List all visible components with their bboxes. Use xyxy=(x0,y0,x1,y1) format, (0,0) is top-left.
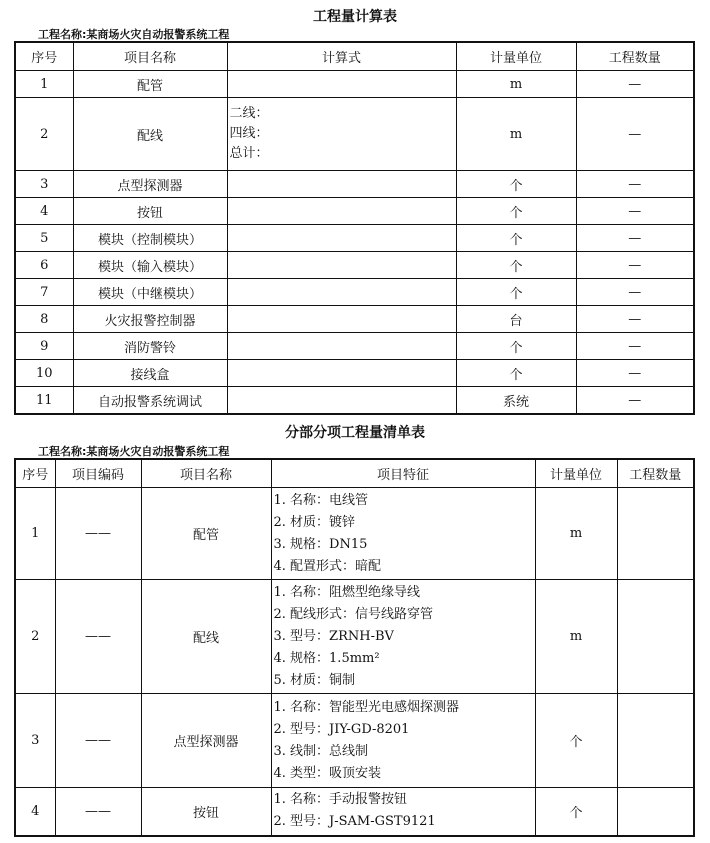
item-name: 接线盒 xyxy=(73,360,227,387)
table-row xyxy=(15,252,694,279)
formula-line: 二线： xyxy=(229,106,269,121)
formula-cell xyxy=(227,198,456,225)
unit-cell: 系统 xyxy=(456,387,576,415)
unit-cell: 个 xyxy=(456,333,576,360)
item-name: 配管 xyxy=(141,488,271,580)
bill-table-project-name: 工程名称:某商场火灾自动报警系统工程 xyxy=(38,445,230,458)
header-cell: 项目特征 xyxy=(271,459,535,488)
row-number: 9 xyxy=(15,333,73,360)
formula-cell xyxy=(227,171,456,198)
formula-cell xyxy=(227,279,456,306)
quantity-cell xyxy=(617,694,694,788)
feature-line: 1. 名称：智能型光电感烟探测器 xyxy=(273,699,460,715)
feature-line: 4. 配置形式：暗配 xyxy=(273,558,382,574)
table-row xyxy=(15,360,694,387)
row-number: 1 xyxy=(15,71,73,98)
formula-cell xyxy=(227,252,456,279)
quantity-cell: — xyxy=(576,306,694,333)
feature-line: 3. 规格：DN15 xyxy=(273,536,368,552)
table-row xyxy=(15,225,694,252)
table-row xyxy=(15,788,694,836)
header-cell: 项目编码 xyxy=(55,459,141,488)
table-row xyxy=(15,694,694,788)
feature-line: 3. 线制：总线制 xyxy=(273,743,369,759)
formula-cell xyxy=(227,71,456,98)
item-name: 火灾报警控制器 xyxy=(73,306,227,333)
table-row xyxy=(15,279,694,306)
header-cell: 项目名称 xyxy=(141,459,271,488)
item-code: —— xyxy=(55,788,141,836)
feature-line: 2. 型号：JIY-GD-8201 xyxy=(273,721,410,737)
item-code: —— xyxy=(55,488,141,580)
quantity-cell: — xyxy=(576,225,694,252)
unit-cell: m xyxy=(456,71,576,98)
row-number: 5 xyxy=(15,225,73,252)
bill-table-header-row xyxy=(15,459,694,488)
header-cell: 工程数量 xyxy=(576,42,694,71)
feature-cell xyxy=(271,788,535,836)
item-name: 点型探测器 xyxy=(141,694,271,788)
row-number: 7 xyxy=(15,279,73,306)
formula-cell xyxy=(227,306,456,333)
header-cell: 项目名称 xyxy=(73,42,227,71)
quantity-cell: — xyxy=(576,333,694,360)
header-cell: 计量单位 xyxy=(535,459,617,488)
header-cell: 计算式 xyxy=(227,42,456,71)
table-row xyxy=(15,580,694,694)
table-row xyxy=(15,488,694,580)
feature-line: 2. 配线形式：信号线路穿管 xyxy=(273,606,434,622)
formula-cell xyxy=(227,360,456,387)
row-number: 3 xyxy=(15,171,73,198)
item-name: 自动报警系统调试 xyxy=(73,387,227,415)
item-name: 点型探测器 xyxy=(73,171,227,198)
feature-line: 2. 材质：镀锌 xyxy=(273,514,356,530)
unit-cell: 个 xyxy=(456,252,576,279)
formula-cell xyxy=(227,333,456,360)
unit-cell: 个 xyxy=(535,788,617,836)
unit-cell: m xyxy=(535,488,617,580)
quantity-cell xyxy=(617,580,694,694)
feature-line: 4. 规格：1.5mm² xyxy=(273,650,380,666)
feature-cell xyxy=(271,580,535,694)
quantity-cell xyxy=(617,488,694,580)
quantity-cell: — xyxy=(576,171,694,198)
quantity-cell: — xyxy=(576,71,694,98)
quantity-cell: — xyxy=(576,279,694,306)
formula-line: 四线： xyxy=(229,126,269,141)
item-name: 模块（输入模块） xyxy=(73,252,227,279)
quantity-cell: — xyxy=(576,198,694,225)
quantity-cell: — xyxy=(576,98,694,171)
formula-cell xyxy=(227,387,456,415)
table-row xyxy=(15,98,694,171)
formula-line: 总计： xyxy=(229,146,269,161)
table-row xyxy=(15,387,694,415)
item-name: 模块（中继模块） xyxy=(73,279,227,306)
item-name: 模块（控制模块） xyxy=(73,225,227,252)
calc-table xyxy=(14,41,695,415)
table-row xyxy=(15,71,694,98)
item-name: 消防警铃 xyxy=(73,333,227,360)
header-cell: 序号 xyxy=(15,459,55,488)
row-number: 10 xyxy=(15,360,73,387)
quantity-cell xyxy=(617,788,694,836)
item-name: 配管 xyxy=(73,71,227,98)
calc-table-title: 工程量计算表 xyxy=(313,9,397,25)
calc-table-header-row xyxy=(15,42,694,71)
item-name: 按钮 xyxy=(73,198,227,225)
feature-cell xyxy=(271,488,535,580)
header-cell: 序号 xyxy=(15,42,73,71)
table-row xyxy=(15,171,694,198)
unit-cell: 个 xyxy=(456,171,576,198)
unit-cell: 个 xyxy=(456,225,576,252)
item-code: —— xyxy=(55,580,141,694)
formula-cell xyxy=(227,98,456,171)
row-number: 3 xyxy=(15,694,55,788)
feature-line: 3. 型号：ZRNH-BV xyxy=(273,628,394,644)
row-number: 1 xyxy=(15,488,55,580)
bill-table-title: 分部分项工程量清单表 xyxy=(285,425,425,441)
feature-line: 2. 型号：J-SAM-GST9121 xyxy=(273,814,436,830)
row-number: 11 xyxy=(15,387,73,415)
quantity-cell: — xyxy=(576,360,694,387)
unit-cell: 个 xyxy=(535,694,617,788)
unit-cell: 台 xyxy=(456,306,576,333)
row-number: 2 xyxy=(15,580,55,694)
formula-cell xyxy=(227,225,456,252)
feature-line: 4. 类型：吸顶安装 xyxy=(273,765,382,781)
item-name: 按钮 xyxy=(141,788,271,836)
unit-cell: 个 xyxy=(456,198,576,225)
row-number: 6 xyxy=(15,252,73,279)
quantity-cell: — xyxy=(576,252,694,279)
header-cell: 计量单位 xyxy=(456,42,576,71)
row-number: 4 xyxy=(15,788,55,836)
row-number: 2 xyxy=(15,98,73,171)
feature-line: 1. 名称：阻燃型绝缘导线 xyxy=(273,584,421,600)
item-code: —— xyxy=(55,694,141,788)
unit-cell: m xyxy=(456,98,576,171)
calc-table-project-name: 工程名称:某商场火灾自动报警系统工程 xyxy=(38,28,230,41)
item-name: 配线 xyxy=(73,98,227,171)
unit-cell: 个 xyxy=(456,360,576,387)
unit-cell: 个 xyxy=(456,279,576,306)
row-number: 4 xyxy=(15,198,73,225)
feature-line: 5. 材质：铜制 xyxy=(273,672,356,688)
bill-table xyxy=(14,458,695,837)
row-number: 8 xyxy=(15,306,73,333)
table-row xyxy=(15,306,694,333)
table-row xyxy=(15,198,694,225)
quantity-cell: — xyxy=(576,387,694,415)
unit-cell: m xyxy=(535,580,617,694)
feature-line: 1. 名称：手动报警按钮 xyxy=(273,792,408,808)
header-cell: 工程数量 xyxy=(617,459,694,488)
feature-cell xyxy=(271,694,535,788)
table-row xyxy=(15,333,694,360)
feature-line: 1. 名称：电线管 xyxy=(273,492,369,508)
item-name: 配线 xyxy=(141,580,271,694)
